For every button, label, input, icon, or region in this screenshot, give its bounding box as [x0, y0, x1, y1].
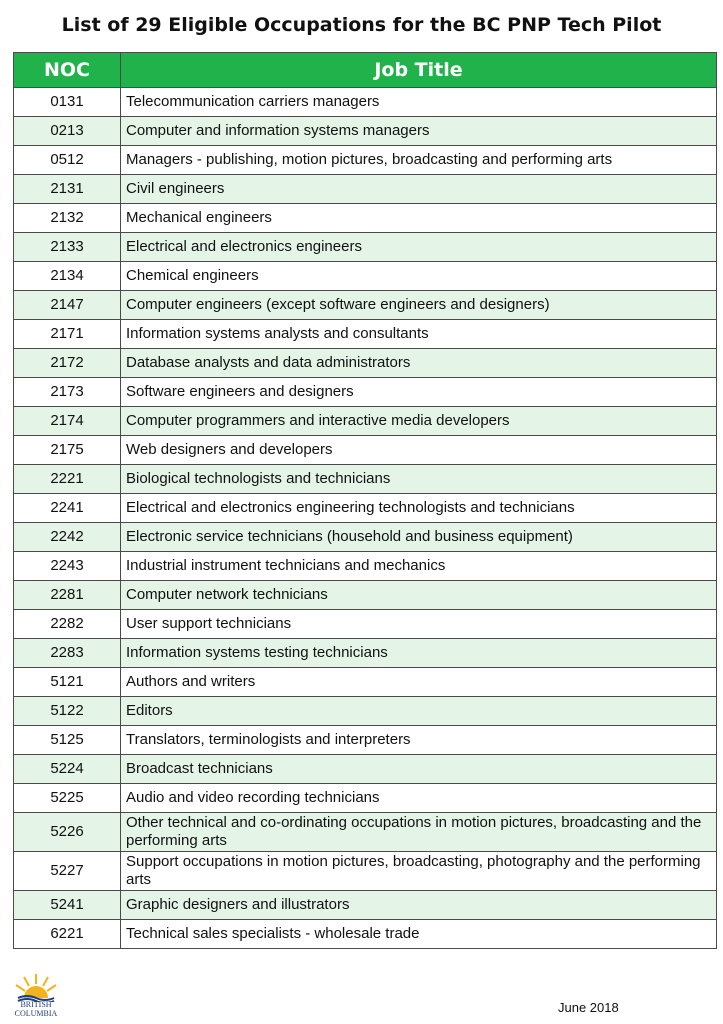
noc-code-cell: 0512 [14, 146, 121, 175]
table-row [14, 117, 717, 146]
noc-column-header: NOC [14, 53, 121, 88]
noc-code-cell: 2147 [14, 291, 121, 320]
job-title-cell: Information systems testing technicians [121, 639, 717, 668]
table-row [14, 146, 717, 175]
noc-code-cell: 0131 [14, 88, 121, 117]
table-row [14, 552, 717, 581]
table-row [14, 407, 717, 436]
job-title-cell: Computer network technicians [121, 581, 717, 610]
job-title-cell: Support occupations in motion pictures, broadcasting, photography and the performing arts [121, 852, 717, 891]
noc-code-cell: 5225 [14, 784, 121, 813]
job-title-cell: Computer engineers (except software engineers and designers) [121, 291, 717, 320]
table-row [14, 291, 717, 320]
table-row [14, 349, 717, 378]
logo-wordmark: BRITISH COLUMBIA [14, 1000, 58, 1018]
table-row [14, 891, 717, 920]
job-title-cell: Electrical and electronics engineering technologists and technicians [121, 494, 717, 523]
job-title-cell: Database analysts and data administrators [121, 349, 717, 378]
publication-date: June 2018 [558, 1000, 619, 1015]
noc-code-cell: 2172 [14, 349, 121, 378]
table-row [14, 436, 717, 465]
table-row [14, 784, 717, 813]
job-title-cell: Civil engineers [121, 175, 717, 204]
occupations-table-body [14, 88, 717, 949]
job-title-cell: Translators, terminologists and interpreters [121, 726, 717, 755]
job-title-cell: Technical sales specialists - wholesale trade [121, 920, 717, 949]
table-row [14, 581, 717, 610]
table-row [14, 697, 717, 726]
table-row [14, 494, 717, 523]
table-row [14, 320, 717, 349]
noc-code-cell: 6221 [14, 920, 121, 949]
table-row [14, 175, 717, 204]
sun-icon [10, 972, 62, 1002]
job-title-cell: Information systems analysts and consultants [121, 320, 717, 349]
noc-code-cell: 2221 [14, 465, 121, 494]
noc-code-cell: 0213 [14, 117, 121, 146]
table-row [14, 88, 717, 117]
job-title-cell: User support technicians [121, 610, 717, 639]
noc-code-cell: 5241 [14, 891, 121, 920]
job-title-cell: Computer and information systems managers [121, 117, 717, 146]
job-title-cell: Broadcast technicians [121, 755, 717, 784]
bc-government-logo [10, 972, 62, 1020]
noc-code-cell: 5125 [14, 726, 121, 755]
noc-code-cell: 2175 [14, 436, 121, 465]
noc-code-cell: 2241 [14, 494, 121, 523]
noc-code-cell: 2283 [14, 639, 121, 668]
job-title-cell: Other technical and co-ordinating occupations in motion pictures, broadcasting and the performing arts [121, 813, 717, 852]
table-row [14, 610, 717, 639]
job-title-cell: Software engineers and designers [121, 378, 717, 407]
table-row [14, 726, 717, 755]
table-row [14, 813, 717, 852]
noc-code-cell: 2173 [14, 378, 121, 407]
job-title-cell: Managers - publishing, motion pictures, broadcasting and performing arts [121, 146, 717, 175]
job-title-cell: Web designers and developers [121, 436, 717, 465]
noc-code-cell: 2282 [14, 610, 121, 639]
job-title-cell: Editors [121, 697, 717, 726]
table-row [14, 755, 717, 784]
table-row [14, 465, 717, 494]
noc-code-cell: 2242 [14, 523, 121, 552]
noc-code-cell: 5122 [14, 697, 121, 726]
job-title-cell: Computer programmers and interactive media developers [121, 407, 717, 436]
table-row [14, 920, 717, 949]
table-row [14, 668, 717, 697]
noc-code-cell: 5226 [14, 813, 121, 852]
noc-code-cell: 2243 [14, 552, 121, 581]
job-title-cell: Audio and video recording technicians [121, 784, 717, 813]
table-row [14, 639, 717, 668]
noc-code-cell: 2132 [14, 204, 121, 233]
job-title-cell: Telecommunication carriers managers [121, 88, 717, 117]
job-title-cell: Industrial instrument technicians and mechanics [121, 552, 717, 581]
noc-code-cell: 2281 [14, 581, 121, 610]
table-row [14, 852, 717, 891]
table-row [14, 233, 717, 262]
noc-code-cell: 2133 [14, 233, 121, 262]
occupations-table [13, 52, 717, 949]
noc-code-cell: 5224 [14, 755, 121, 784]
table-row [14, 378, 717, 407]
table-row [14, 204, 717, 233]
document-title: List of 29 Eligible Occupations for the BC PNP Tech Pilot [61, 14, 662, 36]
job-title-cell: Mechanical engineers [121, 204, 717, 233]
job-title-cell: Graphic designers and illustrators [121, 891, 717, 920]
job-title-cell: Authors and writers [121, 668, 717, 697]
noc-code-cell: 2174 [14, 407, 121, 436]
job-title-cell: Biological technologists and technicians [121, 465, 717, 494]
noc-code-cell: 2134 [14, 262, 121, 291]
job-title-column-header: Job Title [121, 53, 717, 88]
table-header-row [14, 53, 717, 88]
table-row [14, 523, 717, 552]
job-title-cell: Electronic service technicians (household and business equipment) [121, 523, 717, 552]
noc-code-cell: 5227 [14, 852, 121, 891]
job-title-cell: Chemical engineers [121, 262, 717, 291]
noc-code-cell: 2131 [14, 175, 121, 204]
job-title-cell: Electrical and electronics engineers [121, 233, 717, 262]
noc-code-cell: 2171 [14, 320, 121, 349]
noc-code-cell: 5121 [14, 668, 121, 697]
table-row [14, 262, 717, 291]
